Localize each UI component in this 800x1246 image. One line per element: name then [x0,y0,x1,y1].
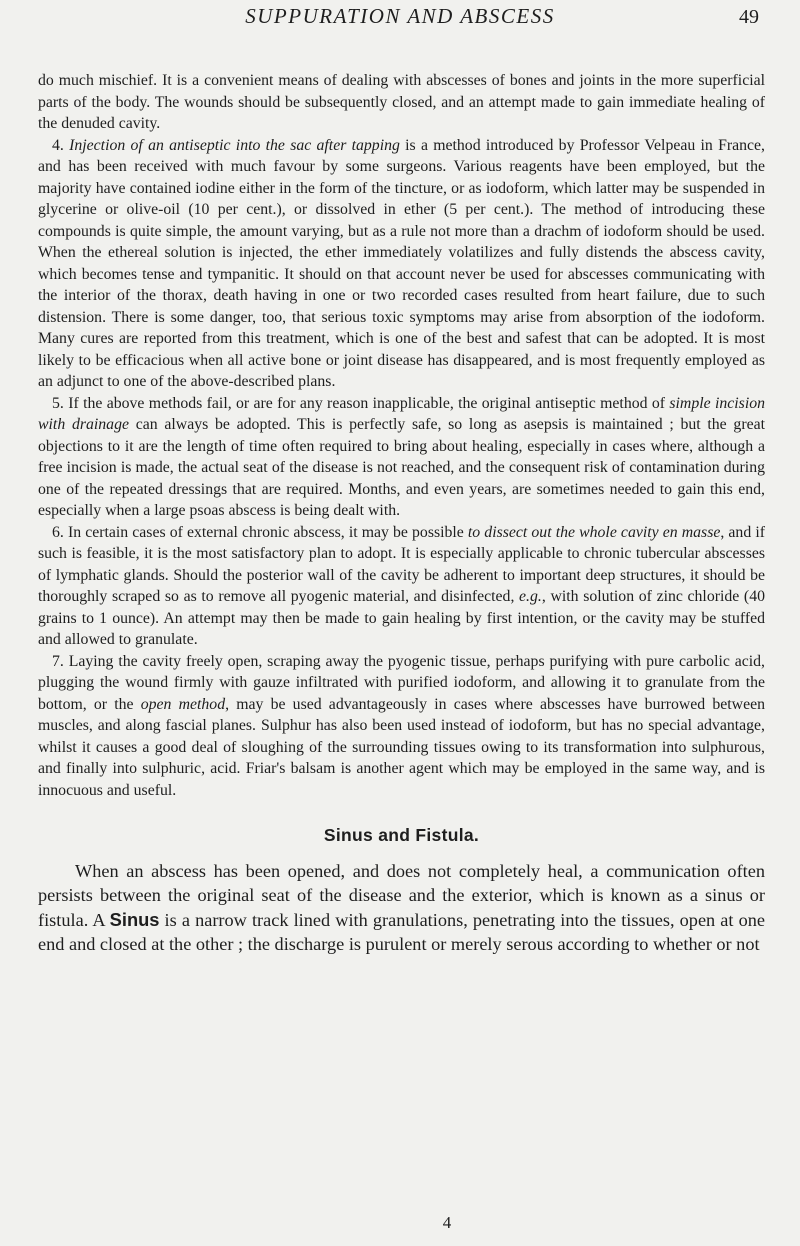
emphasis-text: to dissect out the whole cavity en masse [467,523,721,541]
paragraph-5 [38,393,765,522]
paragraph-text: 6. In certain cases of external chronic abscess, it may be possible [52,523,468,541]
section-paragraph [38,859,765,957]
emphasis-text: e.g. [519,588,542,605]
page-number: 49 [739,6,759,28]
emphasis-text: open method [140,695,226,713]
running-head [0,0,800,60]
paragraph-7 [38,651,765,802]
body-text [38,70,765,957]
section-heading: Sinus and Fistula. [323,825,480,845]
paragraph-text: is a narrow track lined with granulations, penetrating into the tissues, open at one end and closed at the other ; the discharge is purulent or merely serous according to whether or not [38,909,765,954]
paragraph-text: , may be used advantageously in cases where abscesses have burrowed between muscles, and along fascial planes. Sulphur has also been used instead of iodoform, but has no special advantage, whilst it causes a good deal of sloughing of the surrounding tissues owing to its transformation into sulphurous, and finally into sulphuric, acid. Friar's balsam is another agent which may be employed in the same way, and is innocuous and useful. [38,695,766,799]
paragraph-number: 4. [52,136,70,154]
term-bold: Sinus [109,908,160,930]
paragraph-text: 7. Laying the cavity freely open, scraping away the pyogenic tissue, perhaps purifying with pure carbolic acid, plugging the wound firmly with gauze infiltrated with purified iodoform, and allowing it to granulate from the bottom, or the [38,652,765,713]
signature-number: 4 [442,1213,452,1232]
paragraph-continuation [38,70,765,135]
paragraph-6 [38,522,765,651]
emphasis-text: Injection of an antiseptic into the sac after tapping [69,136,400,154]
emphasis-text: simple incision with drainage [38,394,766,433]
paragraph-text: When an abscess has been opened, and does not completely heal, a communication often persists between the original seat of the disease and the exterior, which is known as a sinus or fistula. A [38,860,765,930]
paragraph-4 [38,135,765,393]
paragraph-text: do much mischief. It is a convenient means of dealing with abscesses of bones and joints in the more superficial parts of the body. The wounds should be subsequently closed, and an attempt made to gain immediate healing of the denuded cavity. [38,72,765,132]
paragraph-text: , and if such is feasible, it is the most satisfactory plan to adopt. It is especially applicable to chronic tubercular abscesses of lymphatic glands. Should the posterior wall of the cavity be adherent to important deep structures, it should be thoroughly scraped so as to remove all pyogenic material, and disinfected, [38,523,765,605]
signature-mark [0,1213,800,1233]
paragraph-text: is a method introduced by Professor Velpeau in France, and has been received with much favour by some surgeons. Various reagents have been employed, but the majority have contained iodine either in the form of the tincture, or as iodoform, which latter may be suspended in glycerine or olive-oil (10 per cent.), or dissolved in ether (5 per cent.). The method of introducing these compounds is quite simple, the amount varying, but as a rule not more than a drachm of iodoform should be used. When the ethereal solution is injected, the ether immediately volatilizes and fully distends the abscess cavity, which becomes tense and tympanitic. It should on that account never be used for abscesses communicating with the interior of the thorax, death having in one or two recorded cases resulted from heart failure, due to such distension. There is some danger, too, that serious toxic symptoms may arise from absorption of the iodoform. Many cures are reported from this treatment, which is one of the best and safest that can be adopted. It is most likely to be efficacious when all active bone or joint disease has disappeared, and is most frequently employed as an adjunct to one of the above-described plans. [38,136,765,390]
paragraph-text: 5. If the above methods fail, or are for any reason inapplicable, the original antiseptic method of [52,394,670,412]
paragraph-text: , with solution of zinc chloride (40 grains to 1 ounce). An attempt may then be made to gain healing by first intention, or the cavity may be stuffed and allowed to granulate. [38,588,765,648]
running-head-title: SUPPURATION AND ABSCESS [245,4,555,28]
paragraph-text: can always be adopted. This is perfectly safe, so long as asepsis is maintained ; but the great objections to it are the length of time often required to bring about healing, especially in cases where, although a free incision is made, the actual seat of the disease is not reached, and the consequent risk of contamination during one of the repeated dressings that are required. Months, and even years, are sometimes needed to gain this end, especially when a large psoas abscess is being dealt with. [38,416,765,519]
